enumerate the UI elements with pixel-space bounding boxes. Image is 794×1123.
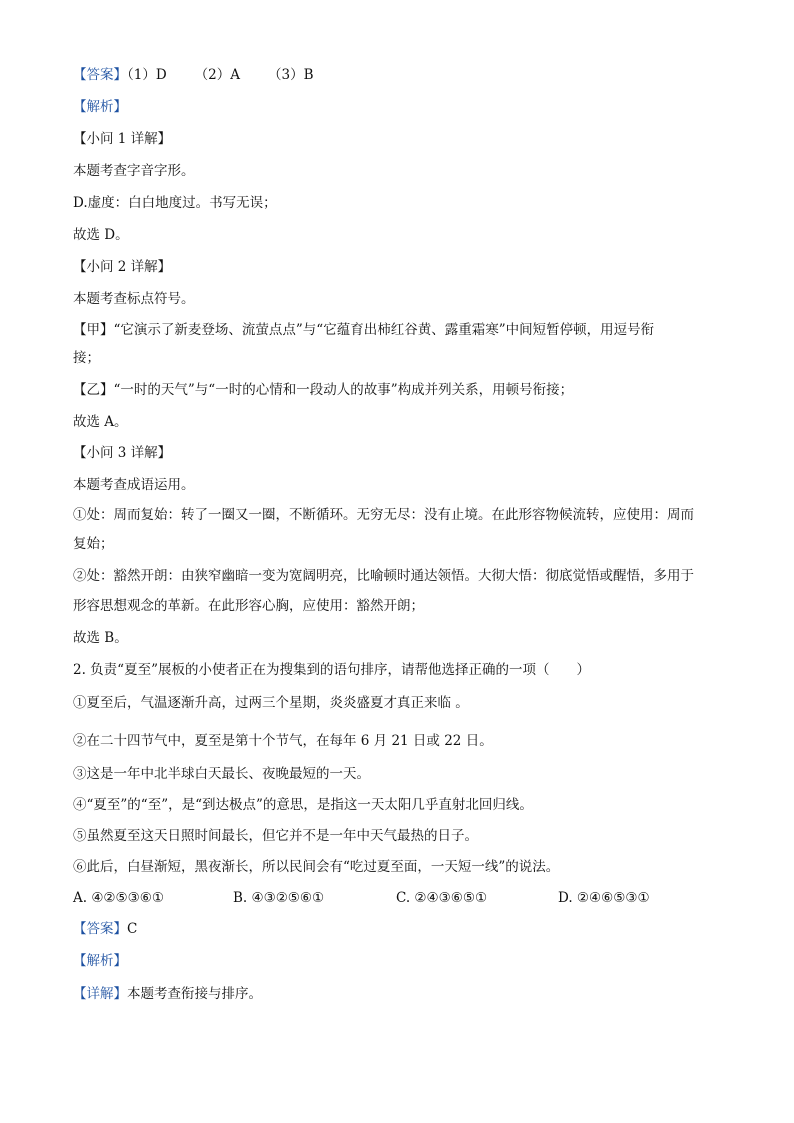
- option-b: B. ④③②⑤⑥①: [233, 890, 325, 906]
- answer-value-2: C: [127, 921, 138, 937]
- answer-2: （2）A: [194, 67, 241, 83]
- analysis-heading-1: 【解析】: [73, 99, 127, 115]
- q3-text-4: 故选 B。: [73, 630, 128, 646]
- q3-heading: 【小问 3 详解】: [73, 445, 172, 461]
- answer-tag: 【答案】: [73, 67, 127, 83]
- q1-text-3: 故选 D。: [73, 227, 129, 243]
- detail-line-2: [73, 985, 754, 1003]
- sentence-2: ②在二十四节气中，夏至是第十个节气，在每年 6 月 21 日或 22 日。: [73, 733, 493, 749]
- option-d: D. ②④⑥⑤③①: [558, 890, 650, 906]
- detail-tag: 【详解】: [73, 986, 127, 1002]
- option-c: C. ②④③⑥⑤①: [396, 890, 488, 906]
- answer-line-1: [73, 66, 754, 84]
- q2-text-2a: 【甲】“它演示了新麦登场、流萤点点”与“它蕴育出柿红谷黄、露重霜寒”中间短暂停顿，用逗号衔: [73, 322, 655, 338]
- q3-text-3a: ②处：豁然开朗：由狭窄幽暗一变为宽阔明亮，比喻顿时通达领悟。大彻大悟：彻底觉悟或醒悟，多用于: [73, 568, 694, 584]
- q2-text-3: 【乙】“一时的天气”与“一时的心情和一段动人的故事”构成并列关系，用顿号衔接；: [73, 382, 574, 398]
- q2-heading: 【小问 2 详解】: [73, 259, 172, 275]
- analysis-heading-2: 【解析】: [73, 953, 127, 969]
- q2-text-2b: 接；: [73, 350, 100, 366]
- answer-3: （3）B: [268, 67, 314, 83]
- sentence-6: ⑥此后，白昼渐短，黑夜渐长，所以民间会有“吃过夏至面，一天短一线”的说法。: [73, 859, 560, 875]
- q2-text-1: 本题考查标点符号。: [73, 291, 195, 307]
- q1-text-2: D.虚度：白白地度过。书写无误；: [73, 195, 277, 211]
- sentence-3: ③这是一年中北半球白天最长、夜晚最短的一天。: [73, 766, 370, 782]
- q1-text-1: 本题考查字音字形。: [73, 163, 195, 179]
- answer-tag-2: 【答案】: [73, 921, 127, 937]
- q3-text-2a: ①处：周而复始：转了一圈又一圈，不断循环。无穷无尽：没有止境。在此形容物候流转，应使用：周而: [73, 507, 694, 523]
- q2-text-4: 故选 A。: [73, 414, 128, 430]
- q1-heading: 【小问 1 详解】: [73, 131, 172, 147]
- q3-text-3b: 形容思想观念的革新。在此形容心胸，应使用：豁然开朗；: [73, 598, 424, 614]
- answer-1: （1）D: [127, 67, 167, 83]
- sentence-4: ④“夏至”的“至”，是“到达极点”的意思，是指这一天太阳几乎直射北回归线。: [73, 797, 533, 813]
- q3-text-2b: 复始；: [73, 536, 114, 552]
- detail-text: 本题考查衔接与排序。: [127, 986, 262, 1002]
- q3-text-1: 本题考查成语运用。: [73, 477, 195, 493]
- sentence-1: ①夏至后，气温逐渐升高，过两三个星期，炎炎盛夏才真正来临 。: [73, 695, 469, 711]
- answer-line-2: [73, 920, 754, 938]
- option-a: A. ④②⑤③⑥①: [73, 890, 164, 906]
- sentence-5: ⑤虽然夏至这天日照时间最长，但它并不是一年中天气最热的日子。: [73, 828, 478, 844]
- question-2-stem: 2. 负责“夏至”展板的小使者正在为搜集到的语句排序，请帮他选择正确的一项（ ）: [73, 662, 590, 678]
